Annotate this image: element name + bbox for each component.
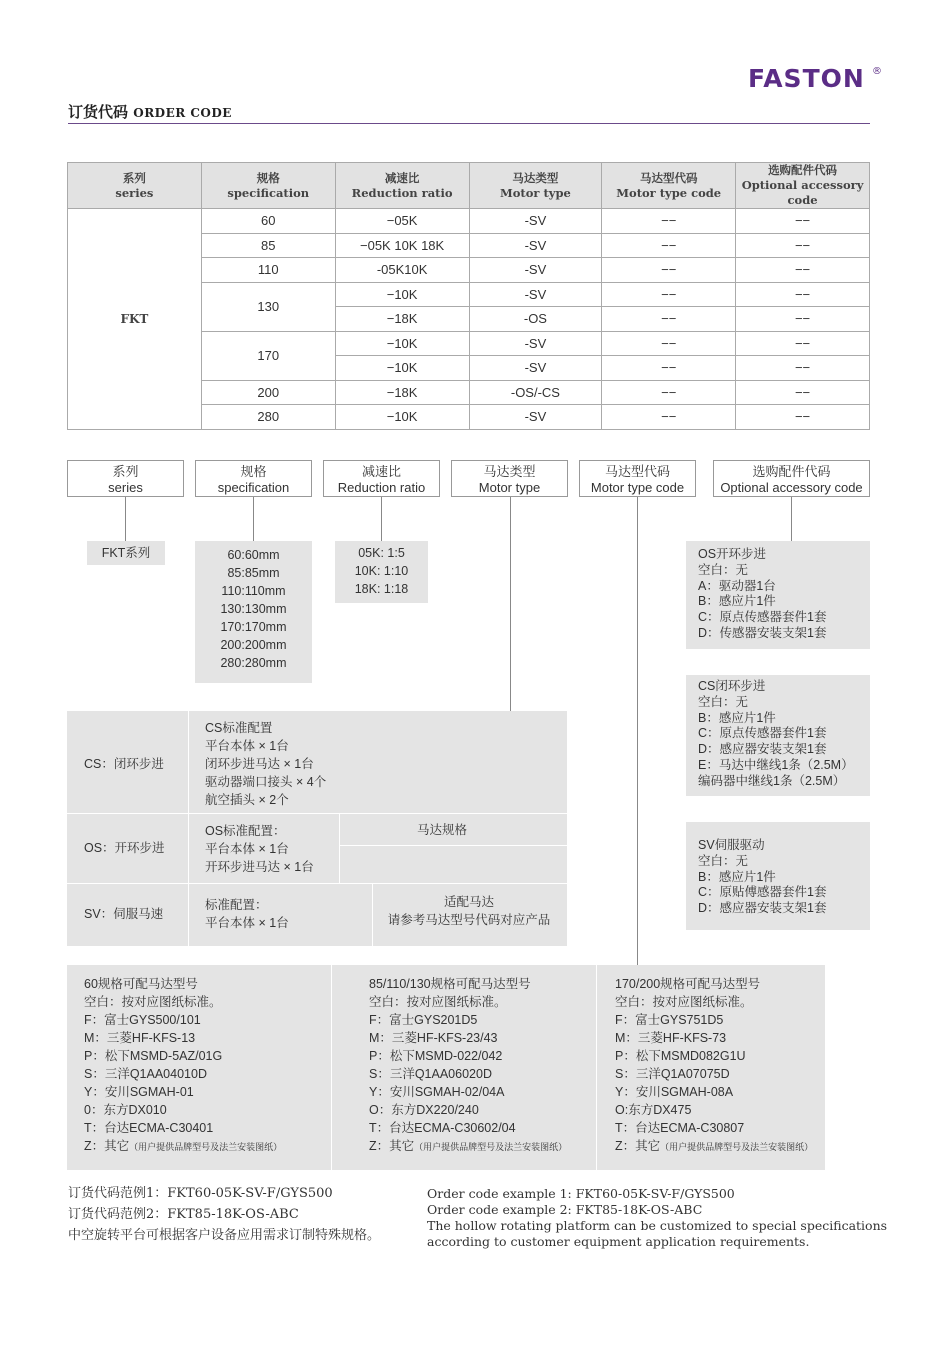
list-item: 10K: 1:10 (354, 564, 409, 578)
config-table (67, 711, 567, 946)
list-item: E：马达中继线1条（2.5M） (698, 757, 854, 772)
motor-cell: -SV (469, 331, 602, 356)
motor-cell: -SV (469, 282, 602, 307)
sv-config: 标准配置： 平台本体 × 1台 (205, 898, 289, 930)
list-item: 60规格可配马达型号 (84, 977, 198, 991)
list-item: O：东方DX220/240 (369, 1103, 479, 1117)
list-item: S：三洋Q1AA06020D (369, 1067, 492, 1081)
ratio-cell: −10K (335, 331, 469, 356)
list-item: D：感应器安装支架1套 (698, 742, 827, 757)
os-right-label: 马达规格 (417, 823, 468, 837)
list-item: 170/200规格可配马达型号 (615, 977, 761, 991)
ratio-cell: −10K (335, 356, 469, 381)
acc-cell: −− (736, 282, 870, 307)
acc-cell: −− (736, 307, 870, 332)
footer-cn (68, 1183, 380, 1246)
list-item: B：感应片1件 (698, 869, 776, 884)
connector-accessory (791, 497, 792, 541)
footer-en-line: Order code example 1: FKT60-05K-SV-F/GYS500 (427, 1186, 735, 1201)
ratio-cell: −05K 10K 18K (335, 233, 469, 258)
acc-cell: −− (736, 233, 870, 258)
spec-cell: 170 (201, 331, 335, 380)
ratios-box (335, 541, 428, 603)
list-item: 空白：按对应图纸标准。 (615, 995, 753, 1009)
footer-en-line: according to customer equipment application requirements. (427, 1234, 810, 1249)
acc-cell: −− (736, 405, 870, 430)
list-item: C：原点传感器套件1套 (698, 610, 827, 625)
list-item: Z：其它（用户提供品牌型号及法兰安装图纸） (369, 1139, 568, 1153)
list-item: F：富士GYS500/101 (84, 1013, 201, 1027)
acc-cell: −− (736, 331, 870, 356)
connector-motor-code (637, 497, 638, 965)
diagram-box-series: 系列 series (67, 460, 184, 497)
list-item: B：感应片1件 (698, 710, 776, 725)
page-title-cn: 订货代码 (68, 103, 129, 121)
list-item: 200:200mm (220, 638, 287, 652)
header-spec: 规格 specification (201, 163, 335, 209)
footer-en-line: Order code example 2: FKT85-18K-OS-ABC (427, 1202, 703, 1217)
header-ratio: 减速比 Reduction ratio (335, 163, 469, 209)
list-item: C：原贴傅感器套件1套 (698, 885, 827, 900)
list-item: 05K: 1:5 (358, 546, 405, 560)
motor-cell: -SV (469, 209, 602, 234)
diagram-box-motor-code: 马达型代码 Motor type code (579, 460, 696, 497)
list-item: SV伺服驱动 (698, 838, 765, 852)
connector-motor-type (510, 497, 511, 711)
sv-label: SV：伺服马速 (84, 907, 164, 921)
list-item: T：台达ECMA-C30807 (615, 1121, 745, 1135)
ratio-cell: −10K (335, 405, 469, 430)
series-note: FKT系列 (101, 546, 151, 560)
footer-cn-line: 中空旋转平台可根据客户设备应用需求订制特殊规格。 (68, 1228, 381, 1243)
code-cell: −− (602, 307, 736, 332)
acc-cell: −− (736, 380, 870, 405)
list-item: 空白：无 (698, 694, 749, 709)
list-item: 空白：无 (698, 853, 749, 868)
list-item: T：台达ECMA-C30401 (84, 1121, 214, 1135)
connector-series (125, 497, 126, 541)
code-cell: −− (602, 209, 736, 234)
list-item: S：三洋Q1AA04010D (84, 1067, 207, 1081)
motor-list-85-130 (332, 965, 596, 1170)
footer-en-line: The hollow rotating platform can be customized to special specifications (427, 1218, 888, 1233)
list-item: D：感应器安装支架1套 (698, 901, 827, 916)
footer-en (427, 1186, 887, 1250)
footer-cn-line: 订货代码范例1：FKT60-05K-SV-F/GYS500 (68, 1186, 333, 1201)
list-item: Y：安川SGMAH-08A (615, 1085, 734, 1099)
motor-cell: -SV (469, 356, 602, 381)
list-item: Y：安川SGMAH-02/04A (369, 1085, 505, 1099)
list-item: 18K: 1:18 (354, 582, 409, 596)
list-item: Z：其它（用户提供品牌型号及法兰安装图纸） (84, 1139, 283, 1153)
list-item: 空白：按对应图纸标准。 (369, 995, 507, 1009)
code-cell: −− (602, 233, 736, 258)
diagram-box-accessory: 选购配件代码 Optional accessory code (713, 460, 870, 497)
list-item: 85:85mm (227, 566, 280, 580)
list-item: OS开环步进 (698, 547, 767, 561)
list-item: CS闭环步进 (698, 679, 766, 693)
list-item: 空白：无 (698, 562, 749, 577)
motor-list-60 (67, 965, 331, 1170)
diagram-box-spec: 规格 specification (195, 460, 312, 497)
code-cell: −− (602, 380, 736, 405)
list-item: O:东方DX475 (615, 1103, 692, 1117)
os-label: OS：开环步进 (84, 841, 165, 855)
spec-cell: 130 (201, 282, 335, 331)
list-item: 编码器中继线1条（2.5M） (698, 773, 846, 788)
motor-cell: -OS (469, 307, 602, 332)
code-cell: −− (602, 405, 736, 430)
accessory-os-box (686, 541, 870, 649)
table-header-row (68, 163, 870, 209)
sv-right-label: 适配马达 请参考马达型号代码对应产品 (387, 895, 551, 927)
cs-config: CS标准配置 平台本体 × 1台 闭环步进马达 × 1台 驱动器端口接头 × 4个 航空插头 × 2个 (205, 721, 327, 807)
acc-cell: −− (736, 209, 870, 234)
list-item: M：三菱HF-KFS-13 (84, 1031, 196, 1045)
list-item: 170:170mm (220, 620, 287, 634)
list-item: 60:60mm (227, 548, 280, 562)
list-item: D：传感器安装支架1套 (698, 625, 827, 640)
code-cell: −− (602, 331, 736, 356)
ratio-cell: −18K (335, 380, 469, 405)
list-item: 130:130mm (220, 602, 287, 616)
list-item: P：松下MSMD-022/042 (369, 1049, 503, 1063)
list-item: M：三菱HF-KFS-73 (615, 1031, 727, 1045)
ratio-cell: -05K10K (335, 258, 469, 283)
series-cell: FKT (68, 209, 202, 430)
list-item: P：松下MSMD082G1U (615, 1049, 746, 1063)
header-series: 系列 series (68, 163, 202, 209)
list-item: 110:110mm (221, 584, 286, 598)
spec-cell: 85 (201, 233, 335, 258)
connector-spec (253, 497, 254, 541)
header-divider (68, 123, 870, 124)
diagram-box-ratio: 减速比 Reduction ratio (323, 460, 440, 497)
motor-cell: -SV (469, 233, 602, 258)
list-item: 85/110/130规格可配马达型号 (369, 977, 531, 991)
list-item: M：三菱HF-KFS-23/43 (369, 1031, 498, 1045)
spec-cell: 200 (201, 380, 335, 405)
ratio-cell: −10K (335, 282, 469, 307)
registered-mark: ® (872, 66, 882, 77)
motor-list-170-200 (597, 965, 825, 1170)
list-item: S：三洋Q1A07075D (615, 1067, 730, 1081)
header-motor-code: 马达型代码 Motor type code (602, 163, 736, 209)
spec-cell: 60 (201, 209, 335, 234)
accessory-sv-box (686, 822, 870, 930)
header-accessory: 选购配件代码 Optional accessory code (736, 163, 870, 209)
code-cell: −− (602, 282, 736, 307)
list-item: F：富士GYS201D5 (369, 1013, 478, 1027)
table-row (68, 209, 870, 234)
list-item: A：驱动器1台 (698, 578, 776, 593)
list-item: 0：东方DX010 (84, 1103, 167, 1117)
acc-cell: −− (736, 258, 870, 283)
page-title-en: ORDER CODE (133, 106, 232, 120)
os-config: OS标准配置： 平台本体 × 1台 开环步进马达 × 1台 (205, 824, 314, 874)
ratio-cell: −05K (335, 209, 469, 234)
motor-cell: -OS/-CS (469, 380, 602, 405)
list-item: Z：其它（用户提供品牌型号及法兰安装图纸） (615, 1139, 814, 1153)
ratio-cell: −18K (335, 307, 469, 332)
header-motor-type: 马达类型 Motor type (469, 163, 602, 209)
code-cell: −− (602, 258, 736, 283)
list-item: T：台达ECMA-C30602/04 (369, 1121, 516, 1135)
acc-cell: −− (736, 356, 870, 381)
motor-cell: -SV (469, 258, 602, 283)
brand-logo: FASTON (748, 64, 865, 93)
list-item: P：松下MSMD-5AZ/01G (84, 1049, 223, 1063)
specs-box (195, 541, 312, 683)
list-item: B：感应片1件 (698, 594, 776, 609)
list-item: F：富士GYS751D5 (615, 1013, 724, 1027)
motor-cell: -SV (469, 405, 602, 430)
list-item: 280:280mm (220, 656, 287, 670)
list-item: 空白：按对应图纸标准。 (84, 995, 222, 1009)
list-item: Y：安川SGMAH-01 (84, 1085, 194, 1099)
cs-label: CS：闭环步进 (84, 757, 164, 771)
accessory-cs-box (686, 675, 870, 796)
page-title (68, 101, 232, 122)
series-note-box (87, 541, 165, 565)
diagram-box-motor-type: 马达类型 Motor type (451, 460, 568, 497)
spec-cell: 280 (201, 405, 335, 430)
spec-cell: 110 (201, 258, 335, 283)
list-item: C：原点传感器套件1套 (698, 726, 827, 741)
connector-ratio (381, 497, 382, 541)
footer-cn-line: 订货代码范例2：FKT85-18K-OS-ABC (68, 1207, 299, 1222)
order-code-table (67, 162, 870, 430)
code-cell: −− (602, 356, 736, 381)
